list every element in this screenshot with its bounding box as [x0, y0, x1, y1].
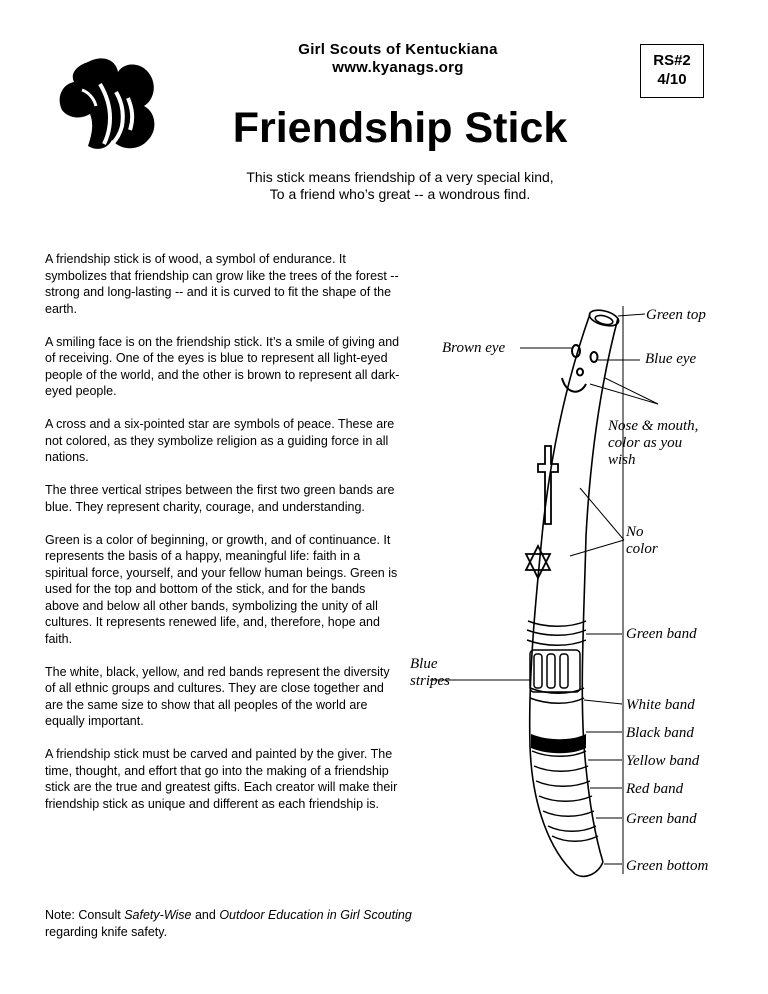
label-green-band-2: Green band	[626, 811, 697, 827]
note-book-safety-wise: Safety-Wise	[124, 908, 192, 922]
label-brown-eye: Brown eye	[442, 340, 506, 356]
label-black-band: Black band	[626, 725, 694, 741]
document-code-box	[640, 44, 704, 98]
trefoil-logo-icon	[58, 54, 162, 154]
paragraph-color-bands: The white, black, yellow, and red bands represent the diversity of all ethnic groups and cultures. They are close together and are the same size to show that all peoples of the world are equally important.	[45, 664, 390, 728]
label-white-band: White band	[626, 697, 695, 713]
label-nose-mouth-3: wish	[608, 452, 636, 468]
page-title: Friendship Stick	[232, 104, 568, 152]
label-red-band: Red band	[626, 781, 684, 797]
label-blue-eye: Blue eye	[645, 351, 697, 367]
paragraph-smiling-face: A smiling face is on the friendship stick. It’s a smile of giving and of receiving. One of the eyes is blue to represent all light-eyed people of the world, and the other is brown to represent all dark-eyed people.	[45, 334, 400, 398]
organization-website: www.kyanags.org	[332, 59, 464, 76]
note-middle: and	[191, 908, 220, 922]
note-suffix: regarding knife safety.	[45, 924, 168, 939]
label-blue-stripes-2: stripes	[410, 673, 451, 689]
label-green-band: Green band	[626, 626, 697, 642]
poem-line-1: This stick means friendship of a very special kind,	[246, 169, 554, 185]
label-nose-mouth-2: color as you	[608, 435, 683, 451]
note-book-outdoor-education: Outdoor Education in Girl Scouting	[219, 908, 412, 922]
paragraph-wood-symbol: A friendship stick is of wood, a symbol of endurance. It symbolizes that friendship can grow like the trees of the forest -- strong and long-lasting -- and it is curved to fit the shape of the earth.	[45, 252, 399, 316]
organization-header	[250, 41, 546, 77]
body-text	[45, 251, 400, 829]
poem-line-2: To a friend who’s great -- a wondrous find.	[269, 186, 531, 202]
label-blue-stripes-1: Blue	[410, 656, 438, 672]
paragraph-cross-star: A cross and a six-pointed star are symbols of peace. These are not colored, as they symbolize religion as a guiding force in all nations.	[45, 417, 395, 464]
paragraph-blue-stripes: The three vertical stripes between the first two green bands are blue. They represent charity, courage, and understanding.	[45, 483, 395, 514]
label-green-top: Green top	[646, 307, 706, 323]
note-prefix: Note: Consult	[45, 908, 125, 922]
document-date: 4/10	[657, 71, 687, 88]
label-yellow-band: Yellow band	[626, 753, 700, 769]
paragraph-carving: A friendship stick must be carved and painted by the giver. The time, thought, and effort that go into the making of a friendship stick are the true and greatest gifts. Each creator will make their friendship stick as unique and different as each friendship is.	[45, 747, 398, 811]
friendship-stick-diagram	[400, 296, 768, 886]
poem	[180, 169, 620, 203]
document-code: RS#2	[653, 52, 691, 69]
label-nose-mouth-1: Nose & mouth,	[608, 418, 699, 434]
label-no-color-2: color	[626, 541, 658, 557]
label-no-color-1: No	[626, 524, 644, 540]
safety-note	[45, 907, 475, 940]
paragraph-green: Green is a color of beginning, or growth, and of continuance. It represents the basis of a happy, meaningful life: faith in a spiritual force, yourself, and your fellow human beings. Green is used for the top and bottom of the stick, and for the bands above and below all other bands, symbolizing the unity of all cultures. It represents renewed life, and, therefore, hope and faith.	[45, 532, 398, 646]
label-green-bottom: Green bottom	[626, 858, 709, 874]
organization-name: Girl Scouts of Kentuckiana	[298, 41, 498, 58]
